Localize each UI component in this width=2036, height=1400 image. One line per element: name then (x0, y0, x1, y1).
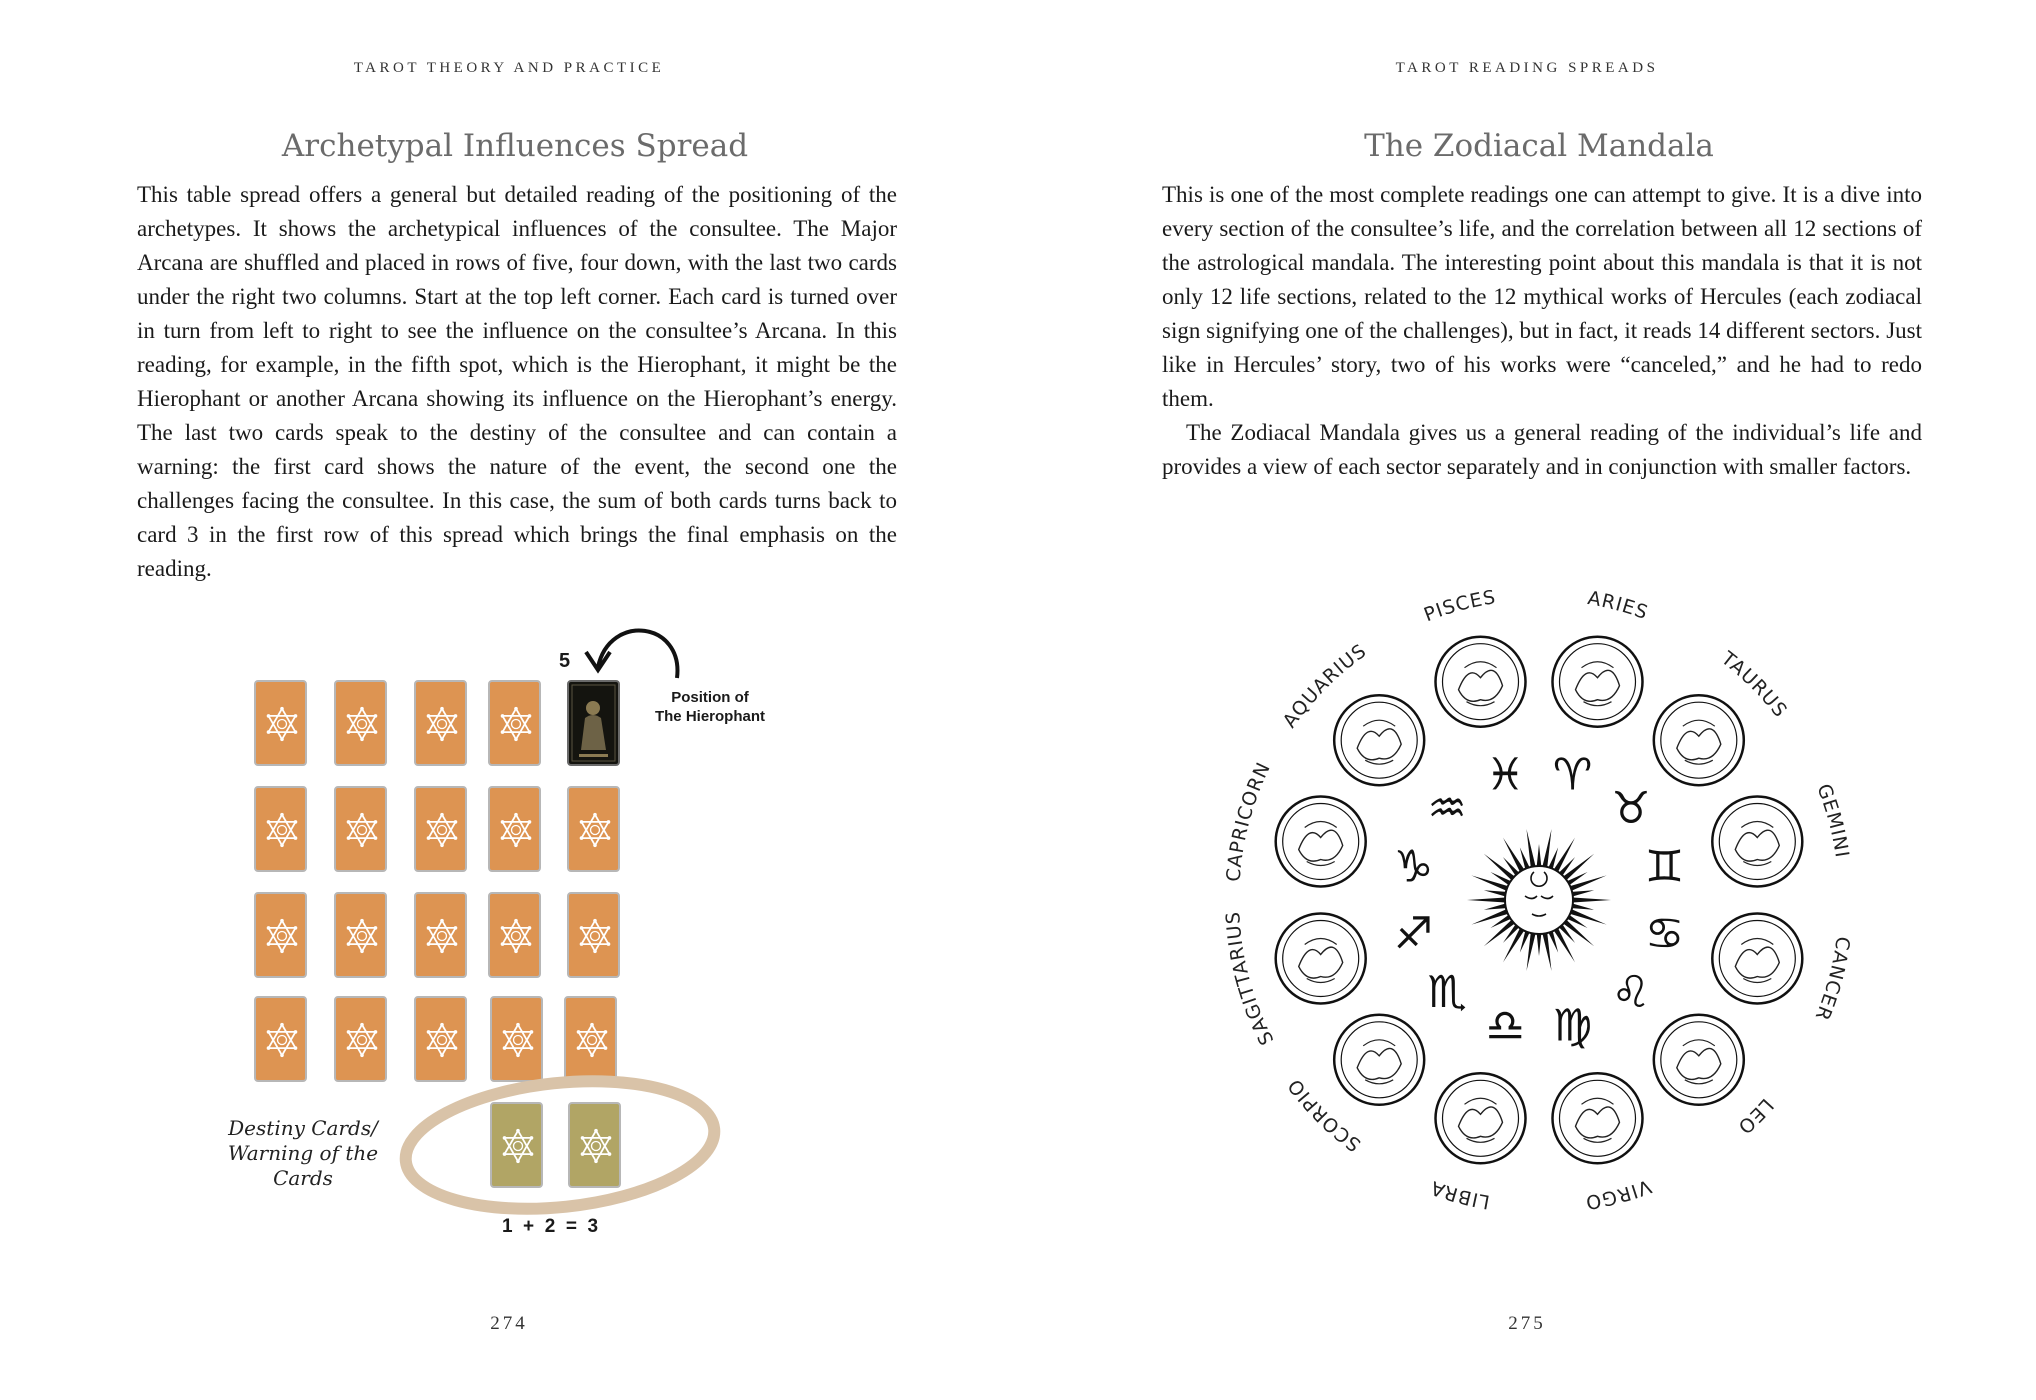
pisces-medallion-icon (1436, 637, 1526, 727)
scorpio-label: SCORPIO (1283, 1074, 1366, 1156)
body-text (137, 178, 897, 586)
aquarius-label: AQUARIUS (1278, 639, 1371, 732)
body-text (1162, 178, 1922, 484)
taurus-label: TAURUS (1717, 647, 1792, 722)
aquarius-symbol: ♒ (1427, 783, 1467, 835)
gemini-medallion-icon (1712, 797, 1802, 887)
destiny-label-line: Cards (273, 1166, 333, 1190)
tarot-card-back (334, 786, 387, 872)
hierophant-card (567, 680, 620, 766)
right-page (1018, 0, 2036, 1400)
libra-symbol: ♎ (1485, 1000, 1526, 1052)
zodiac-mandala (1219, 590, 1859, 1210)
pisces-label: PISCES (1420, 590, 1498, 627)
virgo-label: VIRGO (1583, 1174, 1655, 1210)
taurus-symbol: ♉ (1611, 783, 1651, 835)
destiny-label-line: Destiny Cards/ (228, 1116, 378, 1140)
tarot-card-back (334, 892, 387, 978)
destiny-circle (392, 1070, 728, 1220)
capricorn-medallion-icon (1276, 797, 1366, 887)
capricorn-symbol: ♑ (1393, 841, 1434, 893)
scorpio-symbol: ♏ (1427, 966, 1467, 1018)
sum-equation: 1 + 2 = 3 (501, 1216, 599, 1237)
sagittarius-label: SAGITTARIUS (1222, 910, 1279, 1049)
aquarius-medallion-icon (1334, 695, 1424, 785)
tarot-card-back (334, 680, 387, 766)
position-label-line: The Hierophant (654, 708, 765, 725)
position-number: 5 (559, 650, 571, 672)
scorpio-medallion-icon (1334, 1015, 1424, 1105)
cancer-medallion-icon (1712, 913, 1802, 1003)
cancer-label: CANCER (1810, 935, 1854, 1025)
libra-label: LIBRA (1427, 1175, 1492, 1210)
page-number: 275 (1508, 1313, 1546, 1334)
destiny-card-1 (490, 1102, 543, 1188)
spread-diagram (0, 600, 1018, 1260)
paragraph: The Zodiacal Mandala gives us a general reading of the individual’s life and provides a view of each sector separately and in conjunction with smaller factors. (1162, 420, 1922, 479)
sagittarius-medallion-icon (1276, 913, 1366, 1003)
gemini-label: GEMINI (1812, 781, 1854, 860)
taurus-medallion-icon (1654, 695, 1744, 785)
running-head: TAROT READING SPREADS (1395, 60, 1659, 76)
sagittarius-symbol: ♐ (1393, 908, 1434, 960)
paragraph: This table spread offers a general but detailed reading of the positioning of the archetypes. It shows the archetypical influences of the consultee. The Major Arcana are shuffled and placed in rows of five, four down, with the last two cards under the right two columns. Start at the top left corner. Each card is turned over in turn from left to right to see the influence on the consultee’s Arcana. In this reading, for example, in the fifth spot, which is the Hierophant, it might be the Hierophant or another Arcana showing its influence on the Hierophant’s energy. The last two cards speak to the destiny of the consultee and can contain a warning: the first card shows the nature of the event, the second one the challenges facing the consultee. In this case, the sum of both cards turns back to card 3 in the first row of this spread which brings the final emphasis on the reading. (137, 182, 897, 581)
leo-medallion-icon (1654, 1015, 1744, 1105)
tarot-card-back (334, 996, 387, 1082)
tarot-card-back (567, 892, 620, 978)
section-title: The Zodiacal Mandala (1364, 128, 1714, 164)
section-title: Archetypal Influences Spread (281, 128, 749, 164)
capricorn-label: CAPRICORN (1222, 758, 1276, 883)
sun-face-icon (1467, 829, 1611, 971)
virgo-symbol: ♍ (1552, 1000, 1593, 1052)
leo-symbol: ♌ (1611, 966, 1651, 1018)
tarot-card-back (254, 680, 307, 766)
position-label-line: Position of (671, 689, 749, 706)
gemini-symbol: ♊ (1644, 841, 1685, 893)
virgo-medallion-icon (1552, 1073, 1642, 1163)
tarot-card-back (254, 786, 307, 872)
curved-arrow-icon (580, 612, 690, 682)
tarot-card-back (488, 786, 541, 872)
paragraph: This is one of the most complete readings one can attempt to give. It is a dive into every section of the consultee’s life, and the correlation between all 12 sections of the astrological mandala. The interesting point about this mandala is that it is not only 12 life sections, related to the 12 mythical works of Hercules (each zodiacal sign signifying one of the challenges), but in fact, it reads 14 different sectors. Just like in Hercules’ story, two of his works were “canceled,” and he had to redo them. (1162, 182, 1922, 411)
leo-label: LEO (1732, 1093, 1778, 1139)
running-head: TAROT THEORY AND PRACTICE (353, 60, 665, 76)
tarot-card-back (414, 786, 467, 872)
position-label (640, 688, 780, 726)
destiny-card-2 (568, 1102, 621, 1188)
tarot-card-back (254, 892, 307, 978)
pisces-symbol: ♓ (1485, 749, 1526, 801)
tarot-card-back (414, 892, 467, 978)
tarot-card-back (567, 786, 620, 872)
destiny-label-line: Warning of the (227, 1141, 379, 1165)
page-number: 274 (490, 1313, 528, 1334)
aries-symbol: ♈ (1552, 749, 1593, 801)
tarot-card-back (414, 680, 467, 766)
libra-medallion-icon (1436, 1073, 1526, 1163)
tarot-card-back (488, 892, 541, 978)
tarot-card-back (254, 996, 307, 1082)
destiny-label (218, 1116, 388, 1191)
cancer-symbol: ♋ (1644, 908, 1685, 960)
aries-medallion-icon (1552, 637, 1642, 727)
aries-label: ARIES (1585, 590, 1652, 625)
tarot-card-back (488, 680, 541, 766)
